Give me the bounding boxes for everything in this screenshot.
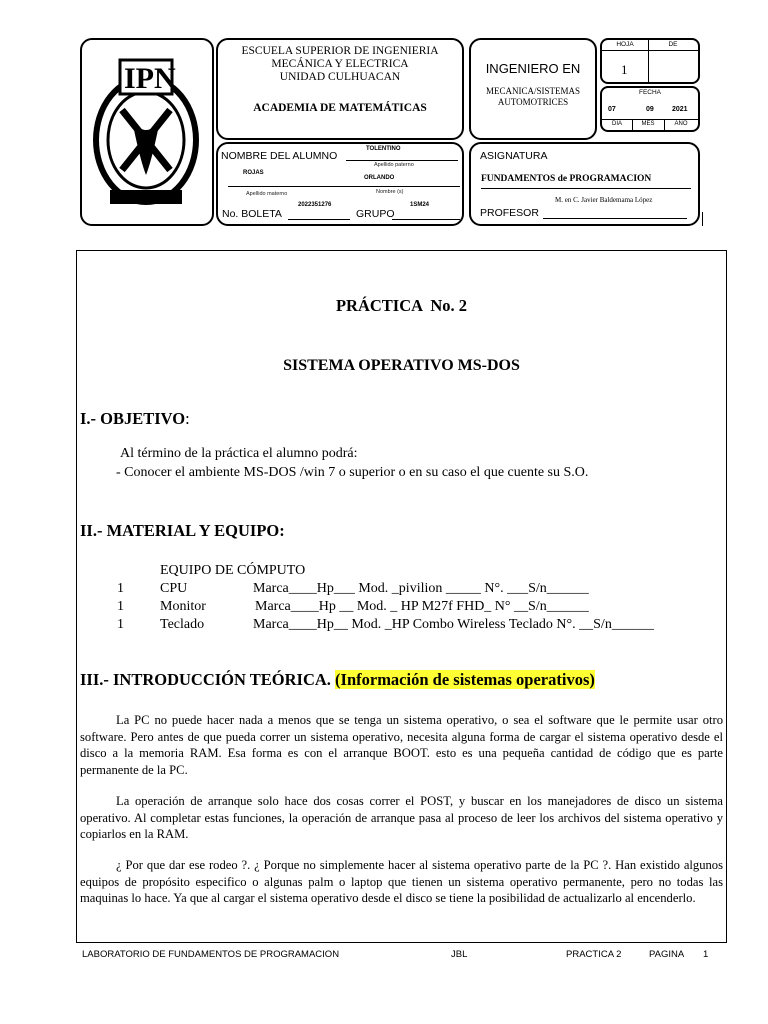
apellido-materno-value: ROJAS	[243, 170, 264, 176]
ipn-logo-icon	[82, 40, 212, 224]
fecha-month: 09	[646, 106, 654, 113]
footer-page-label: PAGINA	[649, 949, 685, 960]
asignatura-value: FUNDAMENTOS de PROGRAMACION	[481, 174, 652, 184]
apellido-materno-label: Apellido materno	[246, 191, 288, 197]
fecha-box	[600, 86, 700, 132]
equipment-name-2: Teclado	[160, 617, 205, 632]
academy-name: ACADEMIA DE MATEMÁTICAS	[253, 102, 427, 114]
equipment-qty-1: 1	[117, 599, 124, 614]
grupo-value: 1SM24	[410, 202, 430, 208]
intro-heading-text: III.- INTRODUCCIÓN TEÓRICA.	[80, 670, 331, 689]
mes-label: MES	[641, 121, 655, 127]
intro-heading	[80, 670, 595, 690]
school-name-line2: MECÁNICA Y ELECTRICA	[271, 58, 409, 70]
school-name-line1: ESCUELA SUPERIOR DE INGENIERIA	[241, 45, 439, 57]
dia-label: DIA	[611, 121, 622, 127]
subject-box	[469, 142, 700, 226]
logo-box	[80, 38, 214, 226]
fecha-day: 07	[608, 106, 616, 113]
practice-subtitle: SISTEMA OPERATIVO MS-DOS	[283, 357, 520, 374]
engineer-line2: AUTOMOTRICES	[497, 97, 569, 107]
equipment-qty-0: 1	[117, 581, 124, 596]
material-heading: II.- MATERIAL Y EQUIPO:	[80, 521, 285, 540]
boleta-label: No. BOLETA	[222, 208, 282, 220]
paragraph-3: ¿ Por que dar ese rodeo ?. ¿ Porque no simplemente hacer al sistema operativo parte de la PC ?. Han existido algunos equipos de propósito especifico o algunas palm o laptop que tienen un sistema operativo permanente, pero no todas las maquinas lo hace. Ya que al cargar el sistema operativo desde el disco se tiene la posibilidad de actualizarlo al encenderlo.	[80, 858, 723, 905]
equipment-name-0: CPU	[160, 581, 188, 596]
engineer-line1: MECANICA/SISTEMAS	[485, 86, 580, 96]
equipment-spec-2: Marca____Hp__ Mod. _HP Combo Wireless Teclado N°. __S/n______	[253, 617, 654, 632]
footer-lab: LABORATORIO DE FUNDAMENTOS DE PROGRAMACION	[82, 949, 340, 960]
equipment-spec-0: Marca____Hp___ Mod. _pivilion _____ N°. ___S/n______	[253, 581, 589, 596]
profesor-label: PROFESOR	[480, 207, 539, 219]
objective-heading	[80, 409, 190, 429]
hoja-label: HOJA	[616, 41, 634, 48]
boleta-value: 2022351276	[298, 202, 332, 208]
nombre-label: Nombre (s)	[376, 189, 404, 195]
objective-heading-colon: :	[185, 409, 190, 428]
engineer-label: INGENIERO EN	[485, 61, 581, 76]
objective-line2: - Conocer el ambiente MS-DOS /win 7 o superior o en su caso el que cuente su S.O.	[116, 465, 589, 480]
hoja-box	[600, 38, 700, 84]
equipo-title: EQUIPO DE CÓMPUTO	[160, 563, 306, 578]
svg-text:IPN: IPN	[124, 62, 176, 95]
school-name-line3: UNIDAD CULHUACAN	[279, 71, 401, 83]
equipment-spec-1: Marca____Hp __ Mod. _ HP M27f FHD_ N° __S/n______	[255, 599, 589, 614]
intro-highlight: (Información de sistemas operativos)	[335, 670, 595, 689]
fecha-year: 2021	[672, 106, 688, 113]
asignatura-label: ASIGNATURA	[480, 150, 548, 162]
equipment-name-1: Monitor	[160, 599, 206, 614]
footer-page-number: 1	[703, 949, 709, 960]
paragraph-2: La operación de arranque solo hace dos cosas correr el POST, y buscar en los manejadores de disco un sistema operativo. Al completar estas funciones, la operación de arranque pasa al proceso de leer los archivos del sistema operativo y copiarlos en la RAM.	[80, 794, 723, 841]
engineer-box	[469, 38, 597, 140]
apellido-paterno-value: TOLENTINO	[366, 146, 401, 152]
ano-label: AÑO	[674, 121, 688, 127]
hoja-value: 1	[621, 62, 628, 77]
objective-heading-text: I.- OBJETIVO	[80, 409, 186, 428]
de-label: DE	[668, 41, 678, 48]
student-box	[216, 142, 464, 226]
alumno-label: NOMBRE DEL ALUMNO	[221, 150, 338, 162]
profesor-name: M. en C. Javier Baldemama López	[555, 196, 653, 204]
fecha-label: FECHA	[638, 89, 662, 96]
footer-initials: JBL	[451, 949, 468, 960]
school-box	[216, 38, 464, 140]
objective-line1: Al término de la práctica el alumno podrá:	[120, 446, 358, 461]
nombre-value: ORLANDO	[364, 175, 395, 181]
footer-practice: PRACTICA 2	[566, 949, 622, 960]
paragraph-1: La PC no puede hacer nada a menos que se tenga un sistema operativo, o sea el software que le permite usar otro software. Pero antes de que pueda correr un sistema operativo, necesita alguna forma de cargar el sistema operativo desde el disco a la memoria RAM. Esa forma es con el arranque BOOT. esto es una pequeña cantidad de código que es parte permanente de la PC.	[80, 713, 723, 777]
grupo-label: GRUPO	[356, 208, 395, 220]
equipment-qty-2: 1	[117, 617, 124, 632]
practice-title: PRÁCTICA No. 2	[335, 296, 468, 315]
apellido-paterno-label: Apellido paterno	[374, 162, 414, 168]
